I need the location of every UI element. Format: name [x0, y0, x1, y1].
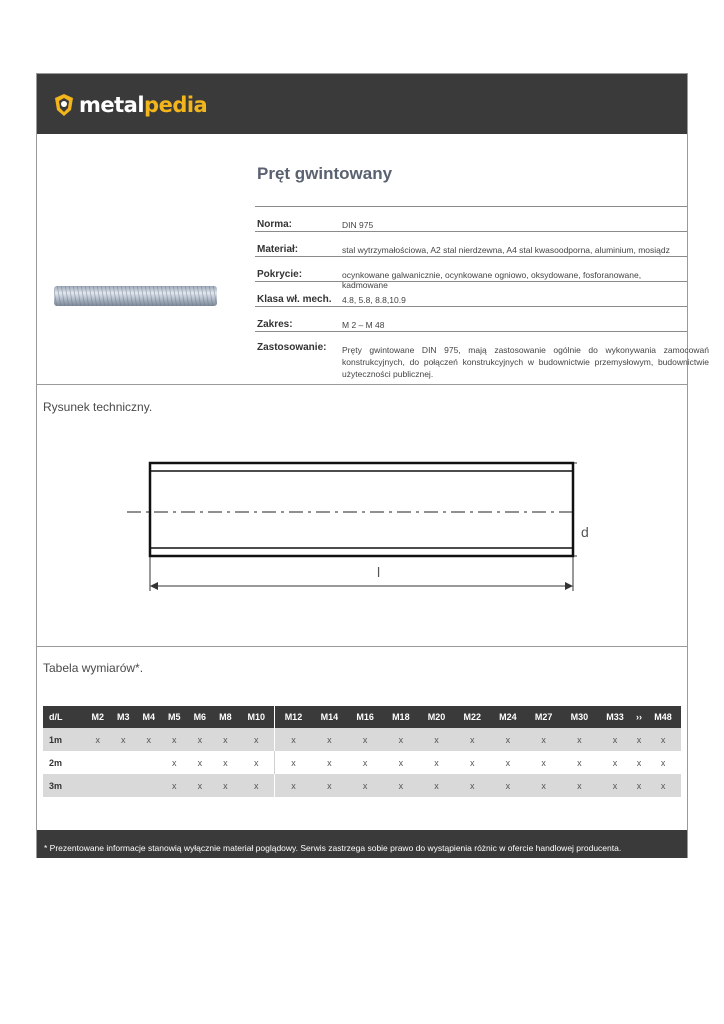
table-cell: x — [469, 757, 475, 768]
brand-name: metalpedia — [79, 93, 208, 117]
column-header: M30 — [561, 706, 597, 728]
property-value: DIN 975 — [342, 220, 374, 230]
table-cell: x — [505, 757, 511, 768]
column-header: M16 — [347, 706, 383, 728]
table-cell: x — [541, 757, 546, 768]
table-cell: x — [490, 774, 526, 797]
column-header: M22 — [454, 706, 490, 728]
table-cell: x — [312, 774, 348, 797]
property-value: Pręty gwintowane DIN 975, mają zastosowanie ogólnie do wykonywania zamocowań konstrukcyjnych, do połączeń konstrukcyjnych w budownictwie przemysłowym, budownictwie użyteczności publicznej. — [342, 345, 709, 379]
row-header: 1m — [43, 728, 85, 751]
row-header: 2m — [49, 757, 63, 768]
table-cell: x — [275, 751, 312, 774]
metalpedia-logo-icon — [53, 92, 75, 118]
technical-drawing — [117, 449, 577, 599]
table-cell — [85, 751, 111, 774]
product-title: Pręt gwintowany — [257, 164, 393, 183]
table-cell: x — [645, 728, 681, 751]
table-row — [43, 774, 681, 797]
table-cell: x — [454, 774, 490, 797]
column-header: M14 — [312, 706, 348, 728]
column-header: M18 — [383, 706, 419, 728]
table-cell: x — [347, 774, 383, 797]
table-cell: x — [187, 774, 213, 797]
property-value: 4.8, 5.8, 8.8,10.9 — [342, 295, 406, 305]
table-cell — [111, 751, 137, 774]
table-cell: x — [419, 728, 455, 751]
table-cell: x — [253, 757, 259, 768]
property-row — [255, 256, 687, 290]
table-cell — [111, 774, 137, 797]
column-header: M48 — [645, 706, 681, 728]
table-cell: x — [383, 774, 419, 797]
column-header: M33 — [597, 706, 633, 728]
table-cell: x — [383, 728, 419, 751]
dimension-table-heading: Tabela wymiarów*. — [43, 661, 144, 675]
table-cell: x — [645, 774, 681, 797]
property-label: Zastosowanie: — [257, 342, 327, 353]
table-corner-header: d/L — [43, 706, 85, 728]
column-header: M20 — [419, 706, 455, 728]
property-label: Klasa wł. mech. — [257, 294, 332, 305]
table-cell: x — [597, 728, 633, 751]
table-cell: x — [636, 757, 642, 768]
disclaimer-note: * Prezentowane informacje stanowią wyłącznie materiał poglądowy. Serwis zastrzega sobie prawo do wystąpienia różnic w ofercie handlowej producenta. — [44, 843, 622, 853]
table-cell — [136, 751, 162, 774]
table-cell: x — [577, 757, 582, 768]
table-cell: x — [172, 757, 177, 768]
table-cell: x — [612, 757, 618, 768]
property-value: ocynkowane galwanicznie, ocynkowane ogniowo, oksydowane, fosforanowane, kadmowane — [342, 270, 642, 290]
table-cell — [136, 774, 162, 797]
property-label: Norma: — [257, 219, 293, 230]
table-cell: x — [162, 728, 188, 751]
column-header: M27 — [526, 706, 562, 728]
property-row — [255, 306, 687, 331]
column-header: M24 — [490, 706, 526, 728]
dimension-label-l: l — [377, 564, 381, 580]
table-cell: x — [312, 728, 348, 751]
table-header-row — [43, 706, 681, 728]
table-cell: x — [398, 757, 404, 768]
brand-logo[interactable] — [53, 91, 207, 119]
column-header: M3 — [111, 706, 137, 728]
property-row — [255, 281, 687, 306]
header-bar — [37, 74, 687, 134]
table-cell: x — [213, 728, 239, 751]
property-row — [255, 231, 687, 256]
dimension-table — [43, 706, 681, 797]
table-cell: x — [162, 774, 188, 797]
table-cell: x — [434, 757, 439, 768]
table-cell: x — [561, 728, 597, 751]
table-cell: x — [238, 728, 275, 751]
table-cell: x — [187, 728, 213, 751]
table-cell: x — [327, 757, 332, 768]
table-cell: x — [223, 757, 228, 768]
row-header: 3m — [43, 774, 85, 797]
column-header: M10 — [238, 706, 275, 728]
column-header: M5 — [162, 706, 188, 728]
threaded-rod-photo — [53, 284, 218, 308]
property-row — [255, 206, 687, 231]
table-cell: x — [633, 774, 645, 797]
table-cell: x — [419, 774, 455, 797]
divider — [37, 646, 687, 647]
technical-drawing-heading: Rysunek techniczny. — [43, 400, 153, 414]
table-cell: x — [561, 774, 597, 797]
table-cell: x — [362, 757, 368, 768]
column-header: ›› — [633, 706, 645, 728]
column-header: M2 — [85, 706, 111, 728]
column-header: M8 — [213, 706, 239, 728]
divider — [37, 384, 687, 385]
table-row — [43, 728, 681, 751]
datasheet — [36, 73, 709, 858]
table-cell: x — [526, 728, 562, 751]
dimension-label-d: d — [581, 524, 589, 540]
property-label: Zakres: — [257, 319, 293, 330]
table-cell — [85, 774, 111, 797]
table-cell: x — [454, 728, 490, 751]
column-header: M4 — [136, 706, 162, 728]
table-cell: x — [275, 728, 312, 751]
table-cell: x — [275, 774, 312, 797]
table-row — [43, 751, 681, 774]
property-row — [255, 331, 709, 384]
table-cell: x — [660, 757, 666, 768]
table-cell: x — [490, 728, 526, 751]
property-label: Materiał: — [257, 244, 299, 255]
table-cell: x — [213, 774, 239, 797]
table-cell: x — [197, 757, 203, 768]
property-label: Pokrycie: — [257, 269, 303, 280]
table-cell: x — [526, 774, 562, 797]
table-cell: x — [597, 774, 633, 797]
table-cell: x — [347, 728, 383, 751]
table-cell: x — [136, 728, 162, 751]
footer-bar — [37, 830, 687, 858]
property-value: stal wytrzymałościowa, A2 stal nierdzewna, A4 stal kwasoodporna, aluminium, mosiądz — [342, 245, 670, 255]
column-header: M12 — [275, 706, 312, 728]
column-header: M6 — [187, 706, 213, 728]
table-cell: x — [85, 728, 111, 751]
table-cell: x — [111, 728, 137, 751]
table-cell: x — [633, 728, 645, 751]
table-cell: x — [238, 774, 275, 797]
product-properties — [255, 206, 709, 384]
property-value: M 2 – M 48 — [342, 320, 385, 330]
